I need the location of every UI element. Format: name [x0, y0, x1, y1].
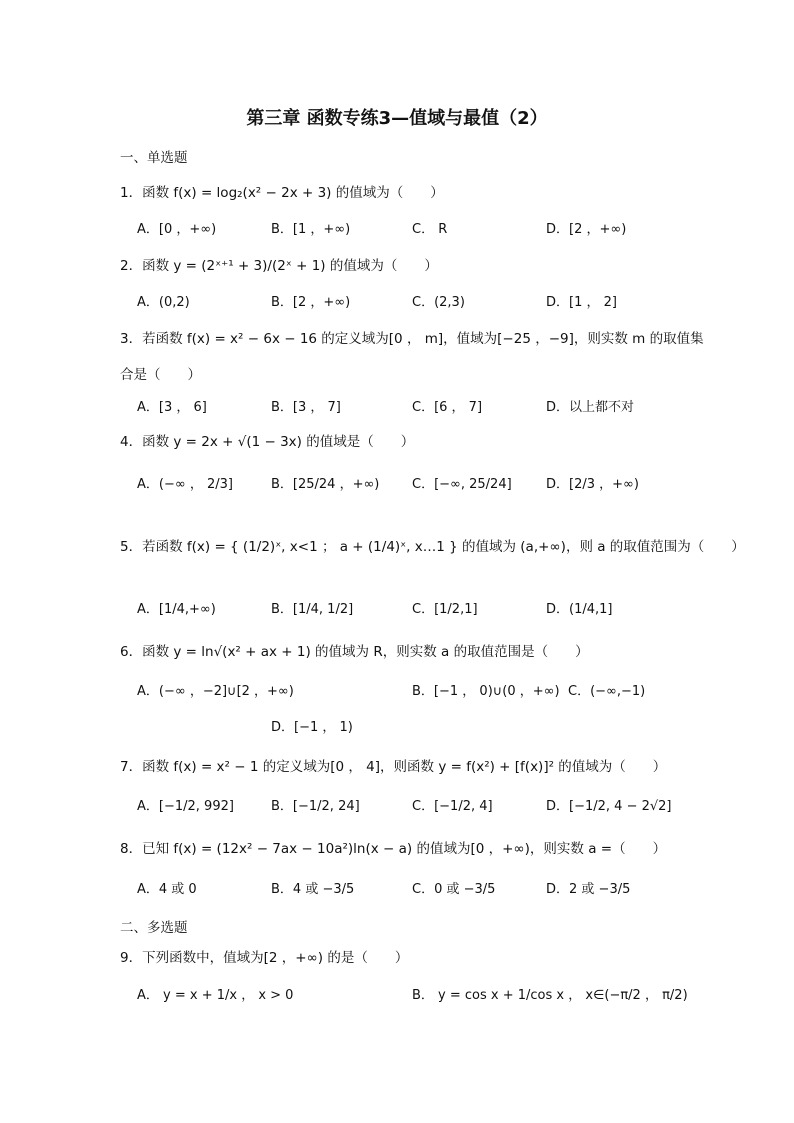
question-number: 6． — [120, 644, 143, 660]
section-multiple-choice: 二、多选题 — [120, 920, 188, 936]
question-3 — [120, 327, 704, 347]
q7-option-b: B．[−1/2, 24] — [271, 799, 360, 814]
q5-option-a: A．[1/4,+∞) — [137, 602, 216, 617]
q8-option-b: B．4 或 −3/5 — [271, 882, 355, 897]
question-number: 9． — [120, 950, 143, 966]
question-2-text: 函数 y = (2ˣ⁺¹ + 3)/(2ˣ + 1) 的值域为（ ） — [142, 258, 438, 274]
q7-option-a: A．[−1/2, 992] — [137, 799, 234, 814]
q2-option-d: D．[1 ， 2] — [546, 295, 617, 310]
q5-option-b: B．[1/4, 1/2] — [271, 602, 354, 617]
q6-option-d: D．[−1 ， 1) — [271, 720, 353, 735]
q3-option-c: C．[6 ， 7] — [412, 400, 483, 415]
question-number: 8． — [120, 841, 143, 857]
q9-option-b: B． y = cos x + 1/cos x ， x∈(−π/2 ， π/2) — [412, 988, 688, 1003]
q1-option-b: B．[1 ，+∞) — [271, 222, 351, 237]
q7-option-c: C．[−1/2, 4] — [412, 799, 493, 814]
section-single-choice: 一、单选题 — [120, 150, 188, 166]
question-7 — [120, 755, 666, 775]
question-6-text: 函数 y = ln√(x² + ax + 1) 的值域为 R，则实数 a 的取值范围是（ ） — [142, 644, 589, 660]
question-number: 3． — [120, 331, 143, 347]
question-number: 7． — [120, 759, 143, 775]
q2-option-b: B．[2 ，+∞) — [271, 295, 351, 310]
q2-option-c: C．(2,3) — [412, 295, 465, 310]
question-7-text: 函数 f(x) = x² − 1 的定义域为[0 ， 4]，则函数 y = f(x²) + [f(x)]² 的值域为（ ） — [142, 759, 667, 775]
q3-option-a: A．[3 ， 6] — [137, 400, 207, 415]
question-1-text: 函数 f(x) = log₂(x² − 2x + 3) 的值域为（ ） — [142, 185, 444, 201]
question-number: 4． — [120, 434, 143, 450]
question-3-text: 若函数 f(x) = x² − 6x − 16 的定义域为[0 ， m]，值域为[−25 ，−9]，则实数 m 的取值集 — [142, 331, 704, 347]
question-9-text: 下列函数中，值域为[2 ，+∞) 的是（ ） — [142, 950, 409, 966]
q4-option-c: C．[−∞, 25/24] — [412, 477, 512, 492]
question-4 — [120, 430, 414, 450]
q5-option-d: D．(1/4,1] — [546, 602, 613, 617]
q6-option-c: C．(−∞,−1) — [568, 684, 646, 699]
question-number: 1． — [120, 185, 143, 201]
page-title: 第三章 函数专练3—值域与最值（2） — [246, 108, 548, 129]
question-1 — [120, 181, 444, 201]
question-8 — [120, 837, 666, 857]
q5-option-c: C．[1/2,1] — [412, 602, 478, 617]
q2-option-a: A．(0,2) — [137, 295, 190, 310]
q4-option-b: B．[25/24 ，+∞) — [271, 477, 380, 492]
q7-option-d: D．[−1/2, 4 − 2√2] — [546, 799, 672, 814]
question-5-text: 若函数 f(x) = { (1/2)ˣ, x<1 ； a + (1/4)ˣ, x…1 } 的值域为 (a,+∞)，则 a 的取值范围为（ ） — [142, 539, 745, 555]
q3-option-b: B．[3 ， 7] — [271, 400, 341, 415]
q6-option-b: B．[−1 ， 0)∪(0 ，+∞) — [412, 684, 560, 699]
q8-option-c: C．0 或 −3/5 — [412, 882, 496, 897]
q1-option-c: C． R — [412, 222, 448, 237]
question-number: 5． — [120, 539, 143, 555]
q1-option-d: D．[2 ，+∞) — [546, 222, 627, 237]
question-6 — [120, 640, 589, 660]
question-4-text: 函数 y = 2x + √(1 − 3x) 的值域是（ ） — [142, 434, 415, 450]
question-3-continuation: 合是（ ） — [120, 367, 201, 383]
q4-option-a: A．(−∞ ， 2/3] — [137, 477, 233, 492]
q3-option-d: D．以上都不对 — [546, 400, 635, 415]
q9-option-a: A． y = x + 1/x ， x > 0 — [137, 988, 294, 1003]
question-8-text: 已知 f(x) = (12x² − 7ax − 10a²)ln(x − a) 的值域为[0 ，+∞)，则实数 a =（ ） — [142, 841, 667, 857]
q8-option-a: A．4 或 0 — [137, 882, 197, 897]
question-5 — [120, 535, 745, 555]
question-9 — [120, 946, 408, 966]
q6-option-a: A．(−∞ ，−2]∪[2 ，+∞) — [137, 684, 294, 699]
question-number: 2． — [120, 258, 143, 274]
q1-option-a: A．[0 ，+∞) — [137, 222, 217, 237]
q4-option-d: D．[2/3 ，+∞) — [546, 477, 639, 492]
q8-option-d: D．2 或 −3/5 — [546, 882, 631, 897]
question-2 — [120, 254, 438, 274]
